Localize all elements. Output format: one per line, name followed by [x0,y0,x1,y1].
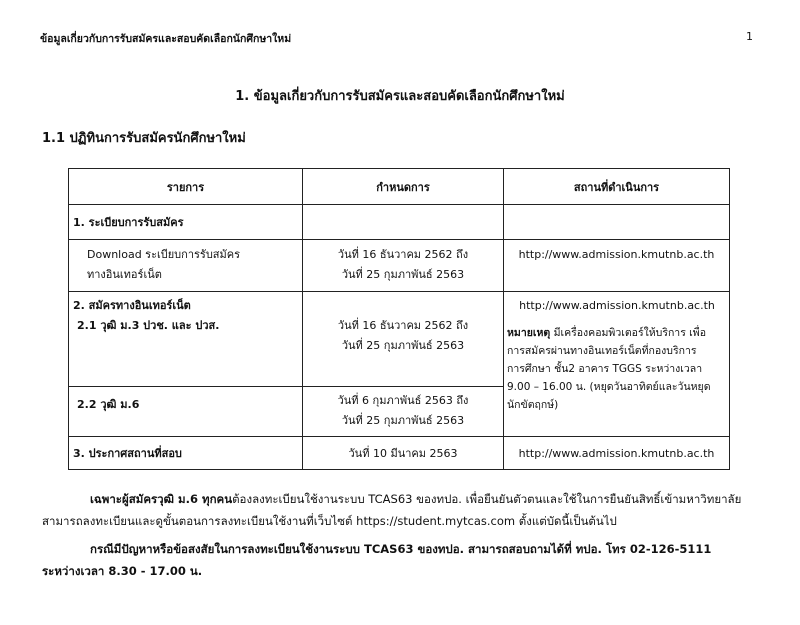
cell-line: ทางอินเทอร์เน็ต [87,268,162,281]
body-text: ต้องลงทะเบียนใช้งานระบบ TCAS63 ของทปอ. เพื่อยืนยันตัวตนและใช้ในการยืนยันสิทธิ์เข้ามหาวิทยาลัย [232,492,742,506]
admission-url: http://www.admission.kmutnb.ac.th [504,437,730,470]
note-line: การสมัครผ่านทางอินเทอร์เน็ตที่กองบริการ [507,345,697,357]
row-item-download [69,240,303,292]
cell-line: 2.1 วุฒิ ม.3 ปวช. และ ปวส. [77,319,220,332]
note-line: 9.00 – 16.00 น. (หยุดวันอาทิตย์และวันหยุด [507,381,711,393]
table-row [69,292,730,387]
row-place-download [504,240,730,292]
running-header: ข้อมูลเกี่ยวกับการรับสมัครและสอบคัดเลือกนักศึกษาใหม่ [40,33,292,45]
note-label: หมายเหตุ [507,327,551,339]
paragraph-line: ระหว่างเวลา 8.30 - 17.00 น. [42,564,203,578]
paragraph-contact [42,538,762,582]
paragraph-line [42,488,762,510]
row-date-download [303,240,504,292]
cell-line: วันที่ 16 ธันวาคม 2562 ถึง [337,319,469,332]
row-item-internet-apply [69,292,303,387]
admission-url: http://www.admission.kmutnb.ac.th [518,248,715,261]
admission-url: http://www.admission.kmutnb.ac.th [519,299,715,312]
paragraph-line: กรณีมีปัญหาหรือข้อสงสัยในการลงทะเบียนใช้งานระบบ TCAS63 ของทปอ. สามารถสอบถามได้ที่ ทปอ. โทร 02-126-5111 [90,542,712,556]
cell-line: วันที่ 25 กุมภาพันธ์ 2563 [341,268,465,281]
table-row [69,240,730,292]
row-date-internet-apply [303,292,504,387]
row-item-exam-venue: 3. ประกาศสถานที่สอบ [69,437,303,470]
note-line: การศึกษา ชั้น2 อาคาร TGGS ระหว่างเวลา [507,363,703,375]
schedule-table [68,168,730,470]
note-line [507,324,727,342]
note-text: มีเครื่องคอมพิวเตอร์ให้บริการ เพื่อ [550,327,707,339]
empty-cell [504,205,730,240]
table-header-row [69,169,730,205]
column-header-date: กำหนดการ [303,169,504,205]
empty-cell [303,205,504,240]
column-header-item: รายการ [69,169,303,205]
row-place-internet-apply [504,292,730,437]
row-item-regulations: 1. ระเบียบการรับสมัคร [69,205,303,240]
column-header-place: สถานที่ดำเนินการ [504,169,730,205]
document-title: 1. ข้อมูลเกี่ยวกับการรับสมัครและสอบคัดเลือกนักศึกษาใหม่ [235,89,565,104]
row-item-m6: 2.2 วุฒิ ม.6 [69,387,303,437]
paragraph-registration [42,488,762,532]
cell-line: วันที่ 25 กุมภาพันธ์ 2563 [341,414,465,427]
row-date-m6 [303,387,504,437]
table-row [69,437,730,470]
section-heading: 1.1 ปฏิทินการรับสมัครนักศึกษาใหม่ [42,131,246,146]
cell-line: 2. สมัครทางอินเทอร์เน็ต [73,299,191,312]
note-line: นักขัตฤกษ์) [507,399,559,411]
emphasis-text: เฉพาะผู้สมัครวุฒิ ม.6 ทุกคน [90,492,233,506]
page-number: 1 [746,30,753,43]
table-row [69,205,730,240]
cell-line: วันที่ 16 ธันวาคม 2562 ถึง [337,248,469,261]
cell-line: วันที่ 6 กุมภาพันธ์ 2563 ถึง [337,394,469,407]
cell-line: Download ระเบียบการรับสมัคร [87,248,241,261]
cell-line: วันที่ 25 กุมภาพันธ์ 2563 [341,339,465,352]
paragraph-line: สามารถลงทะเบียนและดูขั้นตอนการลงทะเบียนใช้งานที่เว็บไซต์ https://student.mytcas.com ตั้งแต่บัดนี้เป็นต้นไป [42,514,617,528]
note-block [507,316,727,414]
row-date-exam-venue: วันที่ 10 มีนาคม 2563 [303,437,504,470]
